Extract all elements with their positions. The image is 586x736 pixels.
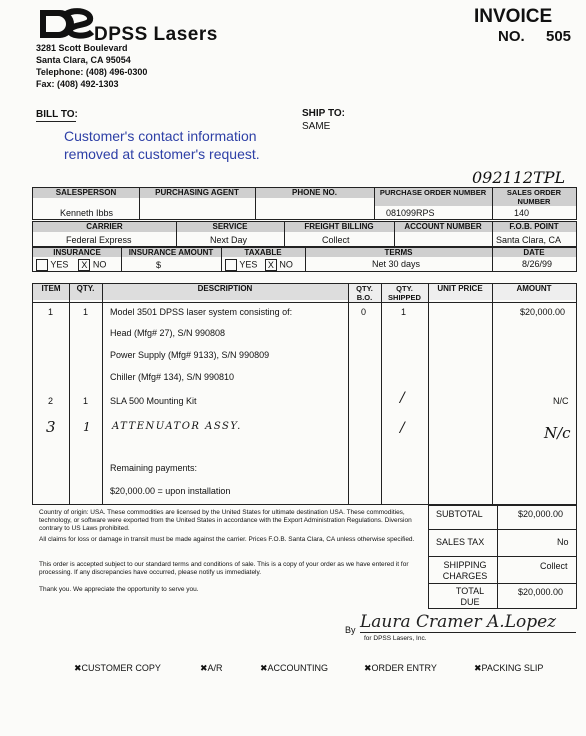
terms-header-terms: TERMS: [305, 248, 492, 257]
terms-header-insurance: INSURANCE: [33, 248, 121, 257]
totals-rule-1: [428, 529, 577, 530]
totals-rule-3: [428, 583, 577, 584]
copy-customer: [74, 663, 161, 674]
insurance-amount-value: $: [156, 260, 162, 270]
bill-to-rule: [36, 121, 76, 122]
insurance-options: [36, 259, 106, 271]
ship-header-service: SERVICE: [176, 222, 284, 232]
total-due-label: TOTAL DUE: [455, 586, 485, 607]
shipping-charges-label: SHIPPING CHARGES: [442, 560, 488, 581]
terms-divider-1: [121, 248, 122, 271]
row-2-item: 2: [48, 396, 54, 406]
sales-tax-label: SALES TAX: [436, 537, 485, 547]
copy-accounting-label: ACCOUNTING: [267, 663, 329, 673]
ship-to-value: SAME: [302, 121, 331, 132]
order-header-so-number: SALES ORDER NUMBER: [492, 188, 576, 206]
ship-value-carrier: Federal Express: [66, 235, 132, 245]
insurance-yes-label: YES: [50, 259, 69, 270]
row-1-amount: $20,000.00: [520, 307, 566, 317]
insurance-no-checkbox[interactable]: X: [78, 259, 90, 271]
terms-header-insurance-amount: INSURANCE AMOUNT: [121, 248, 221, 257]
ship-to-label: SHIP TO:: [302, 108, 345, 119]
row-1a-description: Head (Mfg# 27), S/N 990808: [110, 328, 226, 338]
order-value-so-number: 140: [514, 208, 530, 218]
row-1-qty-bo: 0: [361, 307, 367, 317]
copy-ar-label: A/R: [207, 663, 223, 673]
sales-tax-value: No: [557, 537, 569, 547]
row-3-item: 3: [46, 418, 56, 436]
ship-header-carrier: CARRIER: [33, 222, 176, 232]
taxable-yes-checkbox[interactable]: [225, 259, 237, 271]
items-divider-unit: [492, 284, 493, 504]
order-divider-4: [492, 188, 493, 219]
total-due-value: $20,000.00: [518, 587, 564, 597]
row-1-qty-shipped: 1: [401, 307, 407, 317]
footer-acceptance-notice: This order is accepted subject to our standard terms and conditions of sale. This is a copy of your order as we have entered it for processing. If any discrepancies have occurred, please notify us immediately.: [39, 561, 409, 576]
items-divider-bo: [381, 284, 382, 504]
items-header-description: DESCRIPTION: [102, 284, 348, 300]
company-logo: [36, 6, 96, 42]
ship-value-fob-point: Santa Clara, CA: [496, 235, 562, 245]
terms-divider-2: [221, 248, 222, 271]
items-divider-desc: [348, 284, 349, 504]
insurance-yes-checkbox[interactable]: [36, 259, 48, 271]
items-header-item: ITEM: [33, 284, 69, 300]
copy-order-entry-label: ORDER ENTRY: [371, 663, 437, 673]
subtotal-label: SUBTOTAL: [436, 509, 483, 519]
company-address-2: Santa Clara, CA 95054: [36, 55, 131, 65]
shipping-charges-value: Collect: [540, 561, 568, 571]
bill-to-label: BILL TO:: [36, 109, 78, 120]
copy-packing-slip-label: PACKING SLIP: [481, 663, 544, 673]
row-1b-description: Power Supply (Mfg# 9133), S/N 990809: [110, 350, 270, 360]
items-header-unit-price: UNIT PRICE: [428, 284, 492, 300]
order-divider-1: [139, 188, 140, 219]
copy-order-entry: [364, 663, 437, 674]
items-divider-shipped: [428, 284, 429, 504]
ship-divider-3: [394, 222, 395, 246]
ship-divider-2: [284, 222, 285, 246]
copy-ar-marker: ✖: [200, 663, 208, 673]
items-header-qty-bo: QTY. B.O.: [348, 284, 381, 302]
order-header-po-number: PURCHASE ORDER NUMBER: [374, 188, 492, 206]
row-2-qty: 1: [83, 396, 89, 406]
copy-order-entry-marker: ✖: [364, 663, 372, 673]
row-1c-description: Chiller (Mfg# 134), S/N 990810: [110, 372, 235, 382]
row-3-description: ATTENUATOR ASSY.: [112, 421, 242, 432]
taxable-no-label: NO: [279, 259, 293, 270]
remaining-payments-label: Remaining payments:: [110, 463, 198, 473]
ship-divider-1: [176, 222, 177, 246]
items-header-amount: AMOUNT: [492, 284, 576, 300]
signature-for-label: for DPSS Lasers, Inc.: [364, 635, 427, 642]
signature-line: [360, 632, 576, 633]
terms-divider-3: [305, 248, 306, 271]
ship-divider-4: [492, 222, 493, 246]
footer-export-notice: Country of origin: USA. These commodities are licensed by the United States for ultimate destination USA. These commodities, technology, or software were exported from the United States in accordance with the Export Administration Regulations. Diversion contrary to US Laws prohibited.: [39, 509, 412, 532]
items-divider-item: [69, 284, 70, 504]
items-header-rule: [33, 302, 577, 303]
ship-header-account-number: ACCOUNT NUMBER: [394, 222, 492, 232]
order-divider-3: [374, 188, 375, 219]
items-header-qty-shipped: QTY. SHIPPED: [381, 284, 428, 302]
order-divider-2: [255, 188, 256, 219]
copy-packing-slip: [474, 663, 543, 674]
ship-value-service: Next Day: [210, 235, 248, 245]
totals-rule-2: [428, 556, 577, 557]
company-address-1: 3281 Scott Boulevard: [36, 43, 128, 53]
copy-packing-slip-marker: ✖: [474, 663, 482, 673]
company-telephone: Telephone: (408) 496-0300: [36, 67, 148, 77]
order-header-salesperson: SALESPERSON: [33, 188, 139, 198]
copy-accounting-marker: ✖: [260, 663, 268, 673]
taxable-no-checkbox[interactable]: X: [265, 259, 277, 271]
items-header-qty: QTY.: [69, 284, 102, 300]
row-2-description: SLA 500 Mounting Kit: [110, 396, 197, 406]
order-value-po-number: 081099RPS: [386, 208, 435, 218]
ship-header-fob-point: F.O.B. POINT: [492, 222, 576, 232]
copy-accounting: [260, 663, 328, 674]
row-2-qty-shipped: /: [400, 390, 405, 406]
remaining-payments-value: $20,000.00 = upon installation: [110, 486, 231, 496]
copy-customer-label: CUSTOMER COPY: [81, 663, 161, 673]
company-fax: Fax: (408) 492-1303: [36, 79, 119, 89]
insurance-no-label: NO: [92, 259, 107, 270]
terms-divider-4: [492, 248, 493, 271]
handwritten-reference: 092112TPL: [472, 168, 566, 187]
order-header-phone: PHONE NO.: [255, 188, 374, 198]
terms-header-date: DATE: [492, 248, 576, 257]
row-3-amount: N/c: [544, 424, 571, 442]
taxable-yes-label: YES: [239, 259, 258, 270]
signature-by-label: By: [345, 625, 356, 635]
taxable-options: [225, 259, 293, 271]
copy-customer-marker: ✖: [74, 663, 82, 673]
bill-to-note-2: removed at customer's request.: [64, 146, 260, 162]
signature-handwriting: Laura Cramer A.Lopez: [360, 612, 557, 632]
invoice-number: 505: [546, 28, 572, 45]
invoice-title: INVOICE: [474, 6, 553, 27]
footer-thank-you: Thank you. We appreciate the opportunity to serve you.: [39, 586, 199, 593]
ship-value-freight-billing: Collect: [322, 235, 350, 245]
bill-to-note-1: Customer's contact information: [64, 128, 257, 144]
row-1-item: 1: [48, 307, 54, 317]
row-1-qty: 1: [83, 307, 89, 317]
terms-value: Net 30 days: [372, 259, 421, 269]
date-value: 8/26/99: [522, 259, 553, 269]
copy-ar: [200, 663, 223, 674]
row-2-amount: N/C: [553, 396, 569, 406]
company-name: DPSS Lasers: [94, 24, 218, 45]
row-1-description: Model 3501 DPSS laser system consisting of:: [110, 307, 293, 317]
row-3-qty-shipped: /: [400, 420, 405, 436]
items-divider-qty: [102, 284, 103, 504]
subtotal-value: $20,000.00: [518, 509, 564, 519]
ship-header-freight-billing: FREIGHT BILLING: [284, 222, 394, 232]
order-header-purchasing-agent: PURCHASING AGENT: [139, 188, 255, 198]
row-3-qty: 1: [83, 420, 91, 434]
order-value-salesperson: Kenneth Ibbs: [60, 208, 114, 218]
footer-claims-notice: All claims for loss or damage in transit must be made against the carrier. Prices F.O.B. Santa Clara, CA unless otherwise specified.: [39, 536, 415, 543]
terms-header-taxable: TAXABLE: [221, 248, 305, 257]
invoice-number-label: NO.: [498, 28, 525, 45]
